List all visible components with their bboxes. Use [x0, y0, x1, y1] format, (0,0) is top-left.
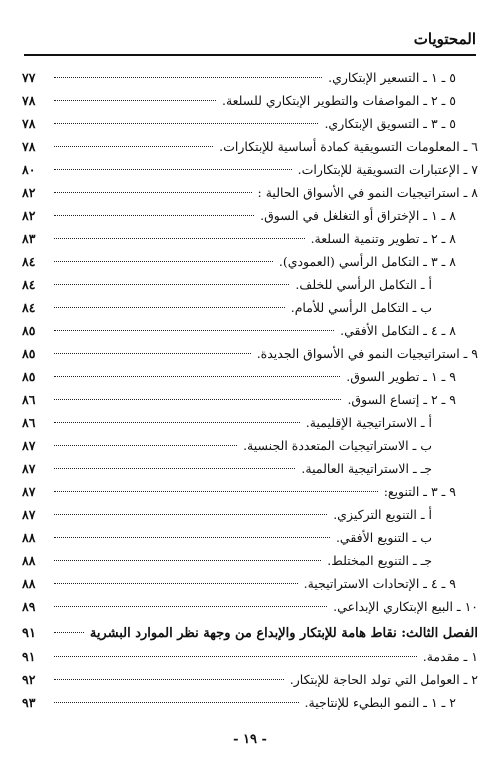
toc-page-number: ٨٧ [22, 438, 36, 453]
toc-page-number: ٨٨ [22, 530, 36, 545]
page-number: - ١٩ - [233, 732, 267, 747]
dot-leader [54, 261, 273, 262]
toc-entry [22, 319, 478, 342]
toc-entry [22, 204, 478, 227]
dot-leader [54, 123, 318, 124]
toc-page-number: ٧٨ [22, 139, 36, 154]
toc-page-number: ٧٨ [22, 116, 36, 131]
toc-page-number: ٨٠ [22, 162, 36, 177]
toc-entry [22, 181, 478, 204]
dot-leader [54, 656, 417, 657]
dot-leader [54, 702, 299, 703]
dot-leader [54, 307, 285, 308]
toc-entry [22, 388, 478, 411]
toc-page-number: ٨٥ [22, 369, 36, 384]
toc-chapter-entry [22, 622, 478, 645]
dot-leader [54, 77, 322, 78]
dot-leader [54, 215, 254, 216]
toc-entry [22, 645, 478, 668]
toc-entry-title: ٥ ـ ٢ ـ المواصفات والتطوير الإبتكاري للسلعة. [221, 93, 456, 108]
toc-entry [22, 135, 478, 158]
toc-entry-title: ٨ ـ ٣ ـ التكامل الرأسي (العمودي). [278, 254, 456, 269]
toc-entry-title: ٢ ـ ١ ـ النمو البطيء للإنتاجية. [304, 695, 456, 710]
toc-page-number: ٨٦ [22, 392, 36, 407]
toc-entry-title: ٩ ـ ٤ ـ الإتحادات الاستراتيجية. [303, 576, 456, 591]
dot-leader [54, 399, 341, 400]
running-header [24, 30, 476, 54]
toc-page-number: ٨٩ [22, 599, 36, 614]
toc-entry [22, 296, 478, 319]
toc-page-number: ٨٨ [22, 553, 36, 568]
toc-entry [22, 691, 478, 714]
dot-leader [54, 679, 284, 680]
toc-page-number: ٨٢ [22, 208, 36, 223]
toc-entry-title: ٥ ـ ١ ـ التسعير الإبتكاري. [328, 70, 456, 85]
dot-leader [54, 169, 292, 170]
header-title: المحتويات [413, 30, 476, 48]
dot-leader [54, 560, 321, 561]
toc-entry-title: أ ـ التكامل الرأسي للخلف. [295, 277, 432, 292]
toc-entry [22, 89, 478, 112]
toc-entry [22, 411, 478, 434]
dot-leader [54, 468, 295, 469]
toc-entry-title: أ ـ التنويع التركيزي. [333, 507, 432, 522]
toc-page-number: ٨٥ [22, 323, 36, 338]
toc-entry-title: ٩ ـ استراتيجيات النمو في الأسواق الجديدة. [256, 346, 478, 361]
toc-entry [22, 595, 478, 618]
toc-entry-title: ب ـ التكامل الرأسي للأمام. [290, 300, 432, 315]
dot-leader [54, 353, 251, 354]
toc-entry-title: ١٠ ـ البيع الإبتكاري الإبداعي. [333, 599, 478, 614]
dot-leader [54, 445, 237, 446]
toc-entry-title: ٩ ـ ٣ ـ التنويع: [383, 484, 456, 499]
toc-entry-title: ٨ ـ ٢ ـ تطوير وتنمية السلعة. [310, 231, 456, 246]
toc-page-number: ٨٥ [22, 346, 36, 361]
dot-leader [54, 422, 300, 423]
toc-page-number: ٩١ [22, 649, 36, 664]
toc-entry-title: ٨ ـ ١ ـ الإختراق أو التغلغل في السوق. [260, 208, 456, 223]
toc-entry-title: ١ ـ مقدمة. [422, 649, 478, 664]
toc-entry [22, 158, 478, 181]
toc-page-number: ٨٧ [22, 507, 36, 522]
toc-page-number: ٨٧ [22, 461, 36, 476]
toc-page-number: ٨٢ [22, 185, 36, 200]
toc-entry [22, 480, 478, 503]
toc-page-number: ٨٤ [22, 300, 36, 315]
dot-leader [54, 632, 84, 633]
toc-entry-title: ٦ ـ المعلومات التسويقية كمادة أساسية للإبتكارات. [219, 139, 478, 154]
toc-page-number: ٨٨ [22, 576, 36, 591]
dot-leader [54, 330, 334, 331]
toc-page-number: ٧٨ [22, 93, 36, 108]
toc-entry-title: ب ـ الاستراتيجيات المتعددة الجنسية. [243, 438, 432, 453]
toc-page-number: ٨٧ [22, 484, 36, 499]
table-of-contents [22, 66, 478, 714]
toc-page-number: ٨٤ [22, 277, 36, 292]
toc-entry-title: ٥ ـ ٣ ـ التسويق الإبتكاري. [324, 116, 456, 131]
toc-page-number: ٨٤ [22, 254, 36, 269]
toc-entry [22, 526, 478, 549]
toc-entry-title: ٩ ـ ١ ـ تطوير السوق. [346, 369, 456, 384]
toc-entry [22, 112, 478, 135]
dot-leader [54, 100, 216, 101]
toc-entry-title: ب ـ التنويع الأفقي. [335, 530, 432, 545]
dot-leader [54, 537, 330, 538]
toc-entry-title: أ ـ الاستراتيجية الإقليمية. [305, 415, 432, 430]
toc-entry [22, 668, 478, 691]
toc-entry-title: ٢ ـ العوامل التي تولد الحاجة للإبتكار. [289, 672, 478, 687]
toc-entry [22, 250, 478, 273]
toc-page-number: ٨٦ [22, 415, 36, 430]
toc-entry [22, 549, 478, 572]
toc-entry [22, 227, 478, 250]
dot-leader [54, 514, 327, 515]
toc-entry [22, 572, 478, 595]
toc-entry-title: جـ ـ التنويع المختلط. [327, 553, 432, 568]
toc-page-number: ٩١ [22, 626, 36, 641]
toc-entry [22, 503, 478, 526]
toc-entry-title: ٨ ـ استراتيجيات النمو في الأسواق الحالية : [257, 185, 478, 200]
dot-leader [54, 146, 213, 147]
toc-page-number: ٩٣ [22, 695, 36, 710]
toc-entry-title: جـ ـ الاستراتيجية العالمية. [301, 461, 432, 476]
toc-entry [22, 365, 478, 388]
toc-entry-title: ٧ ـ الإعتبارات التسويقية للإبتكارات. [297, 162, 478, 177]
toc-entry-title: ٨ ـ ٤ ـ التكامل الأفقي. [340, 323, 456, 338]
toc-page-number: ٧٧ [22, 70, 36, 85]
toc-page-number: ٩٢ [22, 672, 36, 687]
dot-leader [54, 583, 298, 584]
dot-leader [54, 192, 252, 193]
dot-leader [54, 238, 305, 239]
toc-page-number: ٨٣ [22, 231, 36, 246]
dot-leader [54, 376, 340, 377]
dot-leader [54, 491, 378, 492]
toc-entry [22, 457, 478, 480]
dot-leader [54, 284, 289, 285]
dot-leader [54, 606, 327, 607]
toc-entry-title: ٩ ـ ٢ ـ إتساع السوق. [347, 392, 456, 407]
toc-entry [22, 66, 478, 89]
toc-entry [22, 342, 478, 365]
toc-entry [22, 273, 478, 296]
toc-entry-title: الفصل الثالث: نقاط هامة للإبتكار والإبداع من وجهة نظر الموارد البشرية [89, 626, 478, 641]
toc-entry [22, 434, 478, 457]
header-rule [24, 54, 476, 56]
